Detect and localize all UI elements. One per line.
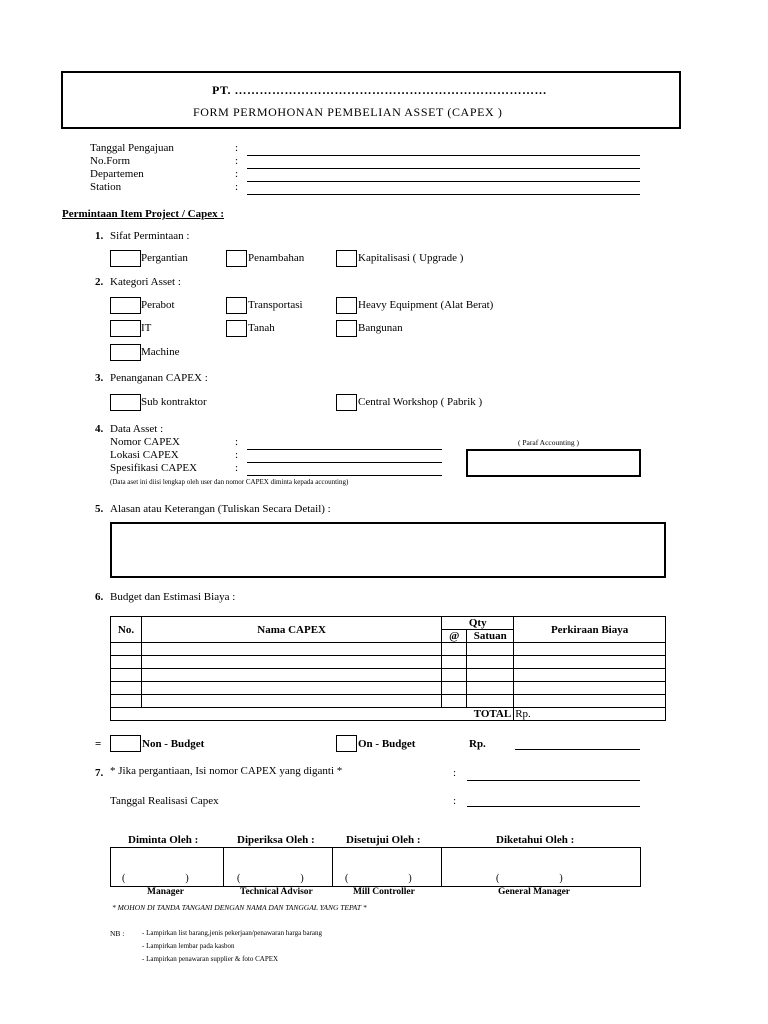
noform-input-line[interactable] (247, 168, 640, 169)
info-colon: : (235, 168, 239, 180)
option-perabot: Perabot (141, 299, 175, 311)
total-value[interactable]: Rp. (514, 708, 666, 721)
col-header-no: No. (111, 617, 142, 643)
checkbox-transportasi[interactable] (226, 297, 247, 314)
checkbox-on-budget[interactable] (336, 735, 357, 752)
role-mill-controller: Mill Controller (353, 887, 415, 897)
info-label-noform: No.Form (90, 155, 131, 167)
option-machine: Machine (141, 346, 180, 358)
field-nomor-capex: Nomor CAPEX (110, 436, 180, 448)
table-row[interactable] (111, 669, 666, 682)
option-it: IT (141, 322, 152, 334)
option-sub-kontraktor: Sub kontraktor (141, 396, 207, 408)
realisasi-colon: : (453, 795, 457, 807)
sig-divider (332, 847, 333, 887)
s2-label: Kategori Asset : (110, 276, 181, 288)
budget-table (110, 616, 666, 721)
checkbox-it[interactable] (110, 320, 141, 337)
s5-label: Alasan atau Keterangan (Tuliskan Secara Detail) : (110, 503, 331, 515)
option-heavy-equipment: Heavy Equipment (Alat Berat) (358, 299, 494, 311)
sig-header-diperiksa: Diperiksa Oleh : (237, 834, 315, 846)
table-row[interactable] (111, 695, 666, 708)
budget-rp-line[interactable] (515, 749, 640, 750)
option-transportasi: Transportasi (248, 299, 303, 311)
table-row[interactable] (111, 682, 666, 695)
sig-header-diminta: Diminta Oleh : (128, 834, 199, 846)
checkbox-kapitalisasi[interactable] (336, 250, 357, 267)
s6-number: 6. (95, 591, 104, 603)
s7-label: * Jika pergantiaan, Isi nomor CAPEX yang diganti * (110, 765, 343, 777)
realisasi-date-line[interactable] (467, 806, 640, 807)
company-line: PT. ………………………………………………………………… (212, 83, 547, 97)
info-colon: : (235, 181, 239, 193)
s1-number: 1. (95, 230, 104, 242)
sig-area-technical-advisor[interactable]: ( ) (237, 873, 304, 884)
note-item: - Lampirkan list barang,jenis pekerjaan/penawaran harga barang (142, 929, 323, 937)
info-colon: : (235, 142, 239, 154)
sig-divider (223, 847, 224, 887)
checkbox-central-workshop[interactable] (336, 394, 357, 411)
sig-header-disetujui: Disetujui Oleh : (346, 834, 421, 846)
checkbox-sub-kontraktor[interactable] (110, 394, 141, 411)
col-header-nama: Nama CAPEX (141, 617, 441, 643)
header-box (61, 71, 681, 129)
s3-number: 3. (95, 372, 104, 384)
role-general-manager: General Manager (498, 887, 571, 897)
option-central-workshop: Central Workshop ( Pabrik ) (358, 396, 483, 408)
checkbox-penambahan[interactable] (226, 250, 247, 267)
alasan-textarea[interactable] (110, 522, 666, 578)
option-pergantian: Pergantian (141, 252, 188, 264)
field-spesifikasi-capex: Spesifikasi CAPEX (110, 462, 198, 474)
option-tanah: Tanah (248, 322, 275, 334)
capex-diganti-line[interactable] (467, 780, 640, 781)
sig-divider (441, 847, 442, 887)
table-row[interactable] (111, 656, 666, 669)
col-header-biaya: Perkiraan Biaya (514, 617, 666, 643)
field-lokasi-capex: Lokasi CAPEX (110, 449, 179, 461)
nomor-capex-line[interactable] (247, 449, 442, 450)
spesifikasi-capex-line[interactable] (247, 475, 442, 476)
equals-sign: = (95, 738, 102, 750)
info-colon: : (235, 155, 239, 167)
sig-area-general-manager[interactable]: ( ) (496, 873, 563, 884)
checkbox-heavy-equipment[interactable] (336, 297, 357, 314)
col-header-satuan: Satuan (467, 630, 514, 643)
sig-area-manager[interactable]: ( ) (122, 873, 189, 884)
s6-label: Budget dan Estimasi Biaya : (110, 591, 236, 603)
s7-colon: : (453, 767, 457, 779)
option-kapitalisasi: Kapitalisasi ( Upgrade ) (358, 252, 464, 264)
info-label-station: Station (90, 181, 122, 193)
s2-number: 2. (95, 276, 104, 288)
station-input-line[interactable] (247, 194, 640, 195)
checkbox-pergantian[interactable] (110, 250, 141, 267)
checkbox-tanah[interactable] (226, 320, 247, 337)
lokasi-capex-line[interactable] (247, 462, 442, 463)
departemen-input-line[interactable] (247, 181, 640, 182)
note-item: - Lampirkan penawaran supplier & foto CAPEX (142, 955, 279, 963)
paraf-accounting-label: ( Paraf Accounting ) (518, 438, 580, 447)
s7-number: 7. (95, 767, 104, 779)
s4-number: 4. (95, 423, 104, 435)
checkbox-non-budget[interactable] (110, 735, 141, 752)
field-colon: : (235, 449, 239, 461)
form-title: FORM PERMOHONAN PEMBELIAN ASSET (CAPEX ) (193, 105, 503, 119)
checkbox-bangunan[interactable] (336, 320, 357, 337)
option-bangunan: Bangunan (358, 322, 403, 334)
sig-area-mill-controller[interactable]: ( ) (345, 873, 412, 884)
info-label-tanggal: Tanggal Pengajuan (90, 142, 174, 154)
data-asset-note: (Data aset ini diisi lengkap oleh user dan nomor CAPEX diminta kepada accounting) (110, 478, 349, 486)
signature-notice: * MOHON DI TANDA TANGANI DENGAN NAMA DAN TANGGAL YANG TEPAT * (112, 903, 367, 912)
role-manager: Manager (147, 887, 184, 897)
col-header-qty: Qty (442, 617, 514, 630)
col-header-at: @ (442, 630, 467, 643)
field-colon: : (235, 436, 239, 448)
option-penambahan: Penambahan (248, 252, 305, 264)
budget-rp-label: Rp. (469, 738, 486, 750)
checkbox-perabot[interactable] (110, 297, 141, 314)
field-colon: : (235, 462, 239, 474)
paraf-accounting-box[interactable] (466, 449, 641, 477)
total-label: TOTAL (111, 708, 514, 721)
table-row[interactable] (111, 643, 666, 656)
s3-label: Penanganan CAPEX : (110, 372, 208, 384)
role-technical-advisor: Technical Advisor (240, 887, 313, 897)
section-title: Permintaan Item Project / Capex : (62, 208, 224, 220)
realisasi-label: Tanggal Realisasi Capex (110, 795, 219, 807)
s5-number: 5. (95, 503, 104, 515)
notes-label: NB : (110, 929, 125, 938)
s1-label: Sifat Permintaan : (110, 230, 190, 242)
info-label-departemen: Departemen (90, 168, 144, 180)
checkbox-machine[interactable] (110, 344, 141, 361)
s4-label: Data Asset : (110, 423, 164, 435)
tanggal-input-line[interactable] (247, 155, 640, 156)
sig-header-diketahui: Diketahui Oleh : (496, 834, 575, 846)
note-item: - Lampirkan lembar pada kasbon (142, 942, 235, 950)
label-on-budget: On - Budget (358, 738, 416, 750)
label-non-budget: Non - Budget (142, 738, 205, 750)
